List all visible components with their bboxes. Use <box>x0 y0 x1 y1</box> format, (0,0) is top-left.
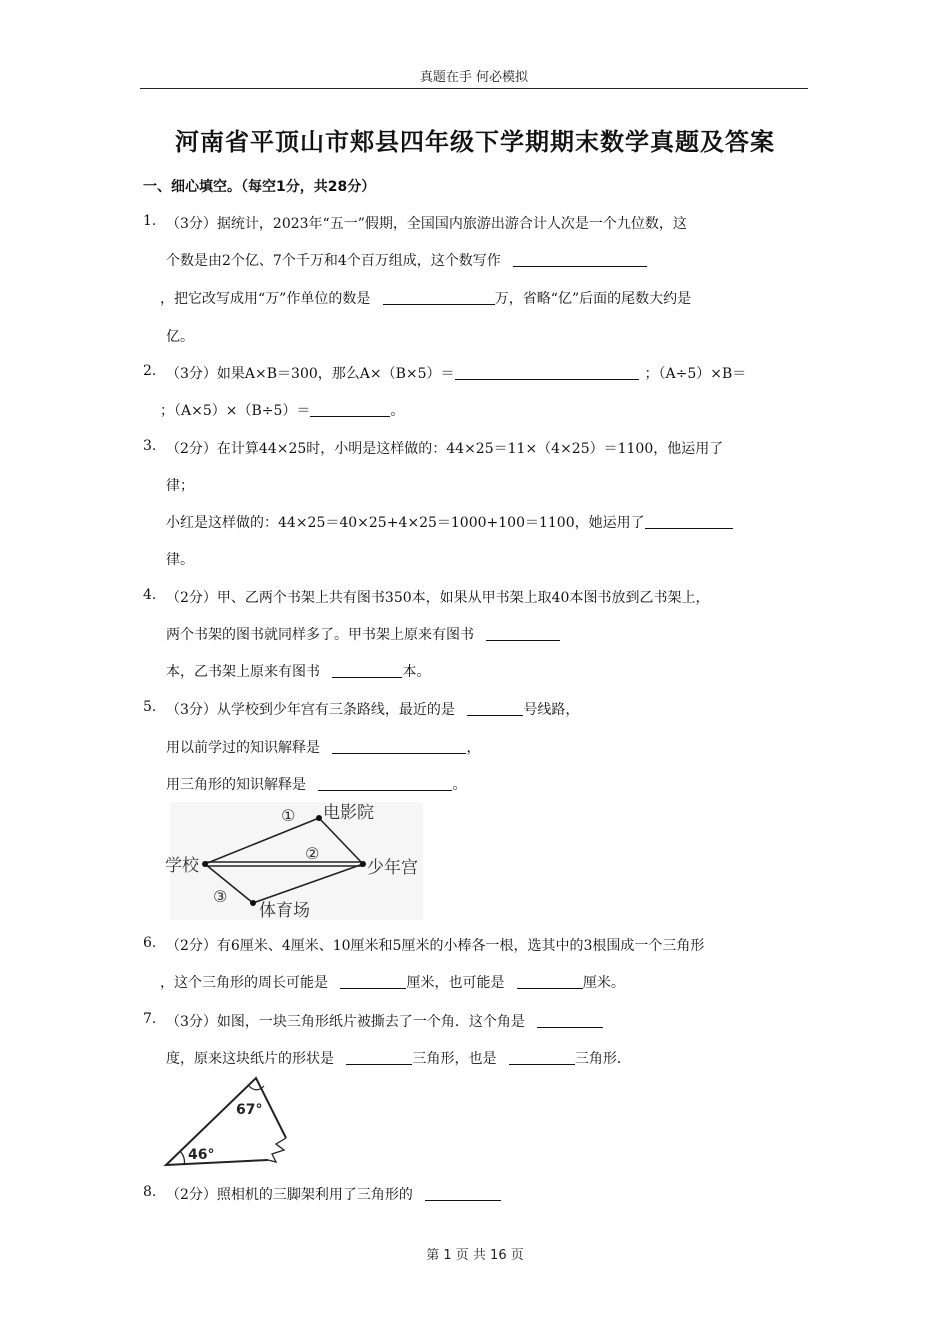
question-text: 厘米，也可能是 <box>406 975 505 991</box>
answer-blank[interactable] <box>332 663 402 678</box>
question-3-line-3 <box>166 512 733 532</box>
question-3-line-4: 律。 <box>166 552 194 568</box>
question-5-line-2 <box>166 737 480 757</box>
question-7-line-1 <box>166 1011 603 1031</box>
answer-blank[interactable] <box>383 290 495 305</box>
question-8-line-1 <box>166 1184 501 1204</box>
question-text: ，把它改写成用“万”作单位的数是 <box>160 291 371 307</box>
page-header: 真题在手 何必模拟 <box>419 70 529 85</box>
question-number: 4. <box>143 587 157 603</box>
question-4-line-2 <box>166 624 560 644</box>
answer-blank[interactable] <box>645 514 733 529</box>
question-5-line-1 <box>166 699 579 719</box>
question-text: 万，省略“亿”后面的尾数大约是 <box>494 291 692 307</box>
school-point <box>202 861 208 867</box>
question-text: 三角形． <box>574 1051 631 1067</box>
youth-palace-point <box>360 861 366 867</box>
question-text: 号线路， <box>523 702 580 718</box>
question-text: 用三角形的知识解释是 <box>166 777 306 793</box>
answer-blank[interactable] <box>332 739 466 754</box>
section-heading: 一、细心填空。（每空1分，共28分） <box>143 179 376 195</box>
torn-corner <box>268 1138 286 1162</box>
stadium-label: 体育场 <box>259 901 310 921</box>
question-6-line-2 <box>160 972 625 992</box>
question-1-line-2 <box>166 250 647 270</box>
answer-blank[interactable] <box>467 701 523 716</box>
route-3-label: ③ <box>213 887 228 906</box>
triangle-edges <box>166 1078 286 1165</box>
question-number: 2. <box>143 363 157 379</box>
question-text: 度，原来这块纸片的形状是 <box>166 1051 334 1067</box>
question-text: ；（A×5）×（B÷5）＝ <box>160 403 311 419</box>
question-text: ，这个三角形的周长可能是 <box>160 975 328 991</box>
answer-blank[interactable] <box>346 1050 412 1065</box>
route-1-label: ① <box>281 806 296 825</box>
answer-blank[interactable] <box>513 252 647 267</box>
cinema-point <box>316 815 322 821</box>
question-7-line-2 <box>166 1048 631 1068</box>
question-2-line-2 <box>160 400 404 420</box>
answer-blank[interactable] <box>425 1186 501 1201</box>
answer-blank[interactable] <box>486 626 560 641</box>
left-angle-arc <box>180 1151 185 1165</box>
question-text: 厘米。 <box>582 975 625 991</box>
question-text: （2分）照相机的三脚架利用了三角形的 <box>166 1187 413 1203</box>
answer-blank[interactable] <box>340 974 406 989</box>
question-number: 1. <box>143 213 157 229</box>
route-2-label: ② <box>305 844 320 863</box>
question-text: 小红是这样做的：44×25＝40×25+4×25＝1000+100＝1100，她运用了 <box>166 515 645 531</box>
question-number: 3. <box>143 438 157 454</box>
torn-triangle-figure <box>160 1072 290 1172</box>
routes-figure <box>165 800 425 922</box>
question-text: ， <box>466 740 481 756</box>
question-1-line-3 <box>160 288 691 308</box>
question-text: 用以前学过的知识解释是 <box>166 740 320 756</box>
question-text: （3分）如图，一块三角形纸片被撕去了一个角．这个角是 <box>166 1014 525 1030</box>
question-text: 个数是由2个亿、7个千万和4个百万组成，这个数写作 <box>166 253 501 269</box>
answer-blank[interactable] <box>517 974 583 989</box>
cinema-label: 电影院 <box>323 803 374 823</box>
question-text: （3分）从学校到少年宫有三条路线，最近的是 <box>166 702 455 718</box>
question-text: 两个书架的图书就同样多了。甲书架上原来有图书 <box>166 627 474 643</box>
answer-blank[interactable] <box>537 1013 603 1028</box>
answer-blank[interactable] <box>310 402 390 417</box>
question-text: 本，乙书架上原来有图书 <box>166 664 320 680</box>
document-title: 河南省平顶山市郏县四年级下学期期末数学真题及答案 <box>175 128 775 156</box>
question-1-line-1: （3分）据统计，2023年“五一”假期，全国国内旅游出游合计人次是一个九位数，这 <box>166 216 687 232</box>
question-4-line-3 <box>166 661 430 681</box>
question-text: 。 <box>452 777 467 793</box>
question-text: （3分）如果A×B＝300，那么A×（B×5）＝ <box>166 366 455 382</box>
question-text: ；（A÷5）×B＝ <box>644 366 747 382</box>
question-3-line-2: 律； <box>166 478 194 494</box>
question-number: 5. <box>143 699 157 715</box>
header-divider <box>140 88 808 89</box>
youth-palace-label: 少年宫 <box>367 858 418 878</box>
answer-blank[interactable] <box>318 776 452 791</box>
question-text: 。 <box>390 403 405 419</box>
question-number: 8. <box>143 1184 157 1200</box>
answer-blank[interactable] <box>509 1050 575 1065</box>
question-6-line-1: （2分）有6厘米、4厘米、10厘米和5厘米的小棒各一根，选其中的3根围成一个三角形 <box>166 938 705 954</box>
question-5-line-3 <box>166 774 466 794</box>
page-footer: 第 1 页 共 16 页 <box>426 1248 524 1263</box>
question-1-line-4: 亿。 <box>166 329 194 345</box>
left-angle-label: 46° <box>188 1147 215 1163</box>
school-label: 学校 <box>165 856 199 876</box>
question-text: 本。 <box>402 664 431 680</box>
stadium-point <box>250 900 256 906</box>
top-angle-label: 67° <box>236 1102 263 1118</box>
question-2-line-1 <box>166 363 746 383</box>
question-3-line-1: （2分）在计算44×25时，小明是这样做的：44×25＝11×（4×25）＝1100，他运用了 <box>166 441 724 457</box>
answer-blank[interactable] <box>455 365 639 380</box>
question-4-line-1: （2分）甲、乙两个书架上共有图书350本，如果从甲书架上取40本图书放到乙书架上， <box>166 590 710 606</box>
question-number: 7. <box>143 1011 157 1027</box>
question-text: 三角形，也是 <box>412 1051 497 1067</box>
question-number: 6. <box>143 935 157 951</box>
